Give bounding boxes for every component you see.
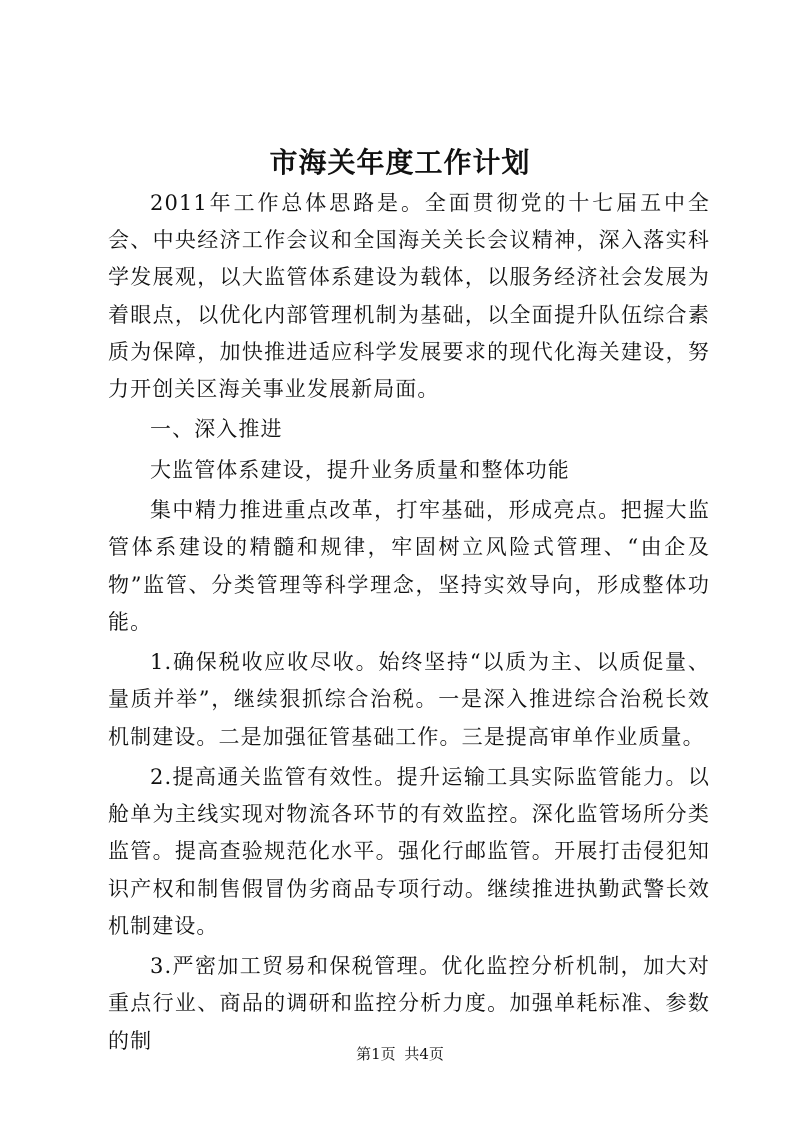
page-total: 共4页 [404, 1045, 444, 1063]
paragraph-item-2: 2.提高通关监管有效性。提升运输工具实际监管能力。以舱单为主线实现对物流各环节的有效监控。深化监管场所分类监管。提高查验规范化水平。强化行邮监管。开展打击侵犯知识产权和制售假冒伪劣商品专项行动。继续推进执勤武警长效机制建设。 [108, 764, 710, 938]
page-footer [0, 1044, 800, 1064]
paragraph-item-3: 3.严密加工贸易和保税管理。优化监控分析机制，加大对重点行业、商品的调研和监控分析力度。加强单耗标准、参数的制 [108, 954, 710, 1053]
paragraph-item-1: 1.确保税收应收尽收。始终坚持“以质为主、以质促量、量质并举”，继续狠抓综合治税。一是深入推进综合治税长效机制建设。二是加强征管基础工作。三是提高审单作业质量。 [108, 650, 710, 749]
document-title: 市海关年度工作计划 [269, 146, 531, 179]
document-body [108, 185, 710, 1063]
page-number: 第1页 [356, 1045, 396, 1063]
paragraph-section-heading: 一、深入推进 [150, 417, 283, 442]
paragraph-reform: 集中精力推进重点改革，打牢基础，形成亮点。把握大监管体系建设的精髓和规律，牢固树立风险式管理、“由企及物”监管、分类管理等科学理念，坚持实效导向，形成整体功能。 [108, 498, 710, 634]
paragraph-overview: 2011年工作总体思路是。全面贯彻党的十七届五中全会、中央经济工作会议和全国海关关长会议精神，深入落实科学发展观，以大监管体系建设为载体，以服务经济社会发展为着眼点，以优化内部管理机制为基础，以全面提升队伍综合素质为保障，加快推进适应科学发展要求的现代化海关建设，努力开创关区海关事业发展新局面。 [108, 191, 710, 402]
paragraph-section-subheading: 大监管体系建设，提升业务质量和整体功能 [150, 457, 570, 482]
